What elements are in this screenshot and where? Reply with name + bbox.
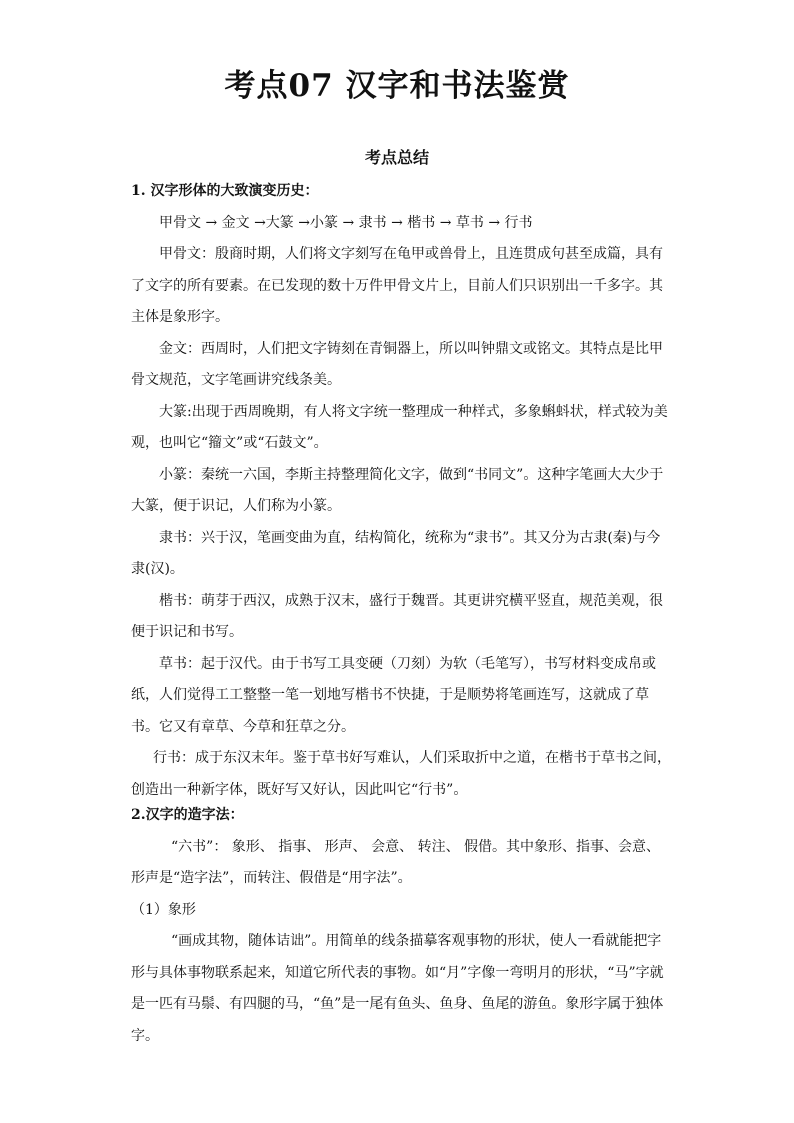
paragraph-caoshu: 草书：起于汉代。由于书写工具变硬（刀刻）为软（毛笔写），书写材料变成帛或纸，人们觉得工工整整一笔一划地写楷书不快捷，于是顺势将笔画连写，这就成了草书。它又有章草、今草和狂草之分。 <box>131 655 656 735</box>
paragraph-xiangxing: “画成其物，随体诘诎”。用简单的线条描摹客观事物的形状，使人一看就能把字形与具体事物联系起来，知道它所代表的事物。如“月”字像一弯明月的形状，“马”字就是一匹有马鬃、有四腿的马，“鱼”是一尾有鱼头、鱼身、鱼尾的游鱼。象形字属于独体字。 <box>131 933 664 1044</box>
paragraph-xingshu: 行书：成于东汉末年。鉴于草书好写难认，人们采取折中之道，在楷书于草书之间，创造出一种新字体，既好写又好认，因此叫它“行书”。 <box>131 750 671 798</box>
paragraph-xiaozhuan: 小篆：秦统一六国，李斯主持整理简化文字，做到“书同文”。这种字笔画大大少于大篆，便于识记，人们称为小篆。 <box>131 466 664 514</box>
section-character-formation <box>131 800 671 1052</box>
section-heading-formation: 2.汉字的造字法： <box>131 807 244 823</box>
section-subtitle: 考点总结 <box>364 148 429 167</box>
paragraph-kaishu: 楷书：萌芽于西汉，成熟于汉末，盛行于魏晋。其更讲究横平竖直，规范美观，很便于识记和书写。 <box>131 592 663 640</box>
subheading-xiangxing: （1）象形 <box>131 901 196 918</box>
section-heading-evolution: 1. 汉字形体的大致演变历史： <box>131 183 319 199</box>
paragraph-lishu: 隶书：兴于汉，笔画变曲为直，结构简化，统称为“隶书”。其又分为古隶(秦)与今隶(汉)。 <box>131 529 661 577</box>
evolution-chain: 甲骨文 → 金文 →大篆 →小篆 → 隶书 → 楷书 → 草书 → 行书 <box>159 214 533 231</box>
paragraph-dazhuan: 大篆:出现于西周晚期，有人将文字统一整理成一种样式，多象蝌蚪状，样式较为美观，也叫它“籀文”或“石鼓文”。 <box>131 403 668 451</box>
page-title: 考点07 汉字和书法鉴赏 <box>224 68 570 104</box>
paragraph-jinwen: 金文：西周时，人们把文字铸刻在青铜器上，所以叫钟鼎文或铭文。其特点是比甲骨文规范，文字笔画讲究线条美。 <box>131 340 663 388</box>
paragraph-jiaguwen: 甲骨文：殷商时期，人们将文字刻写在龟甲或兽骨上，且连贯成句甚至成篇，具有了文字的所有要素。在已发现的数十万件甲骨文片上，目前人们只识别出一千多字。其主体是象形字。 <box>131 246 663 325</box>
section-evolution <box>131 176 671 806</box>
paragraph-liushu: “六书”： 象形、 指事、 形声、 会意、 转注、 假借。其中象形、指事、会意、形声是“造字法”，而转注、假借是“用字法”。 <box>131 838 661 886</box>
